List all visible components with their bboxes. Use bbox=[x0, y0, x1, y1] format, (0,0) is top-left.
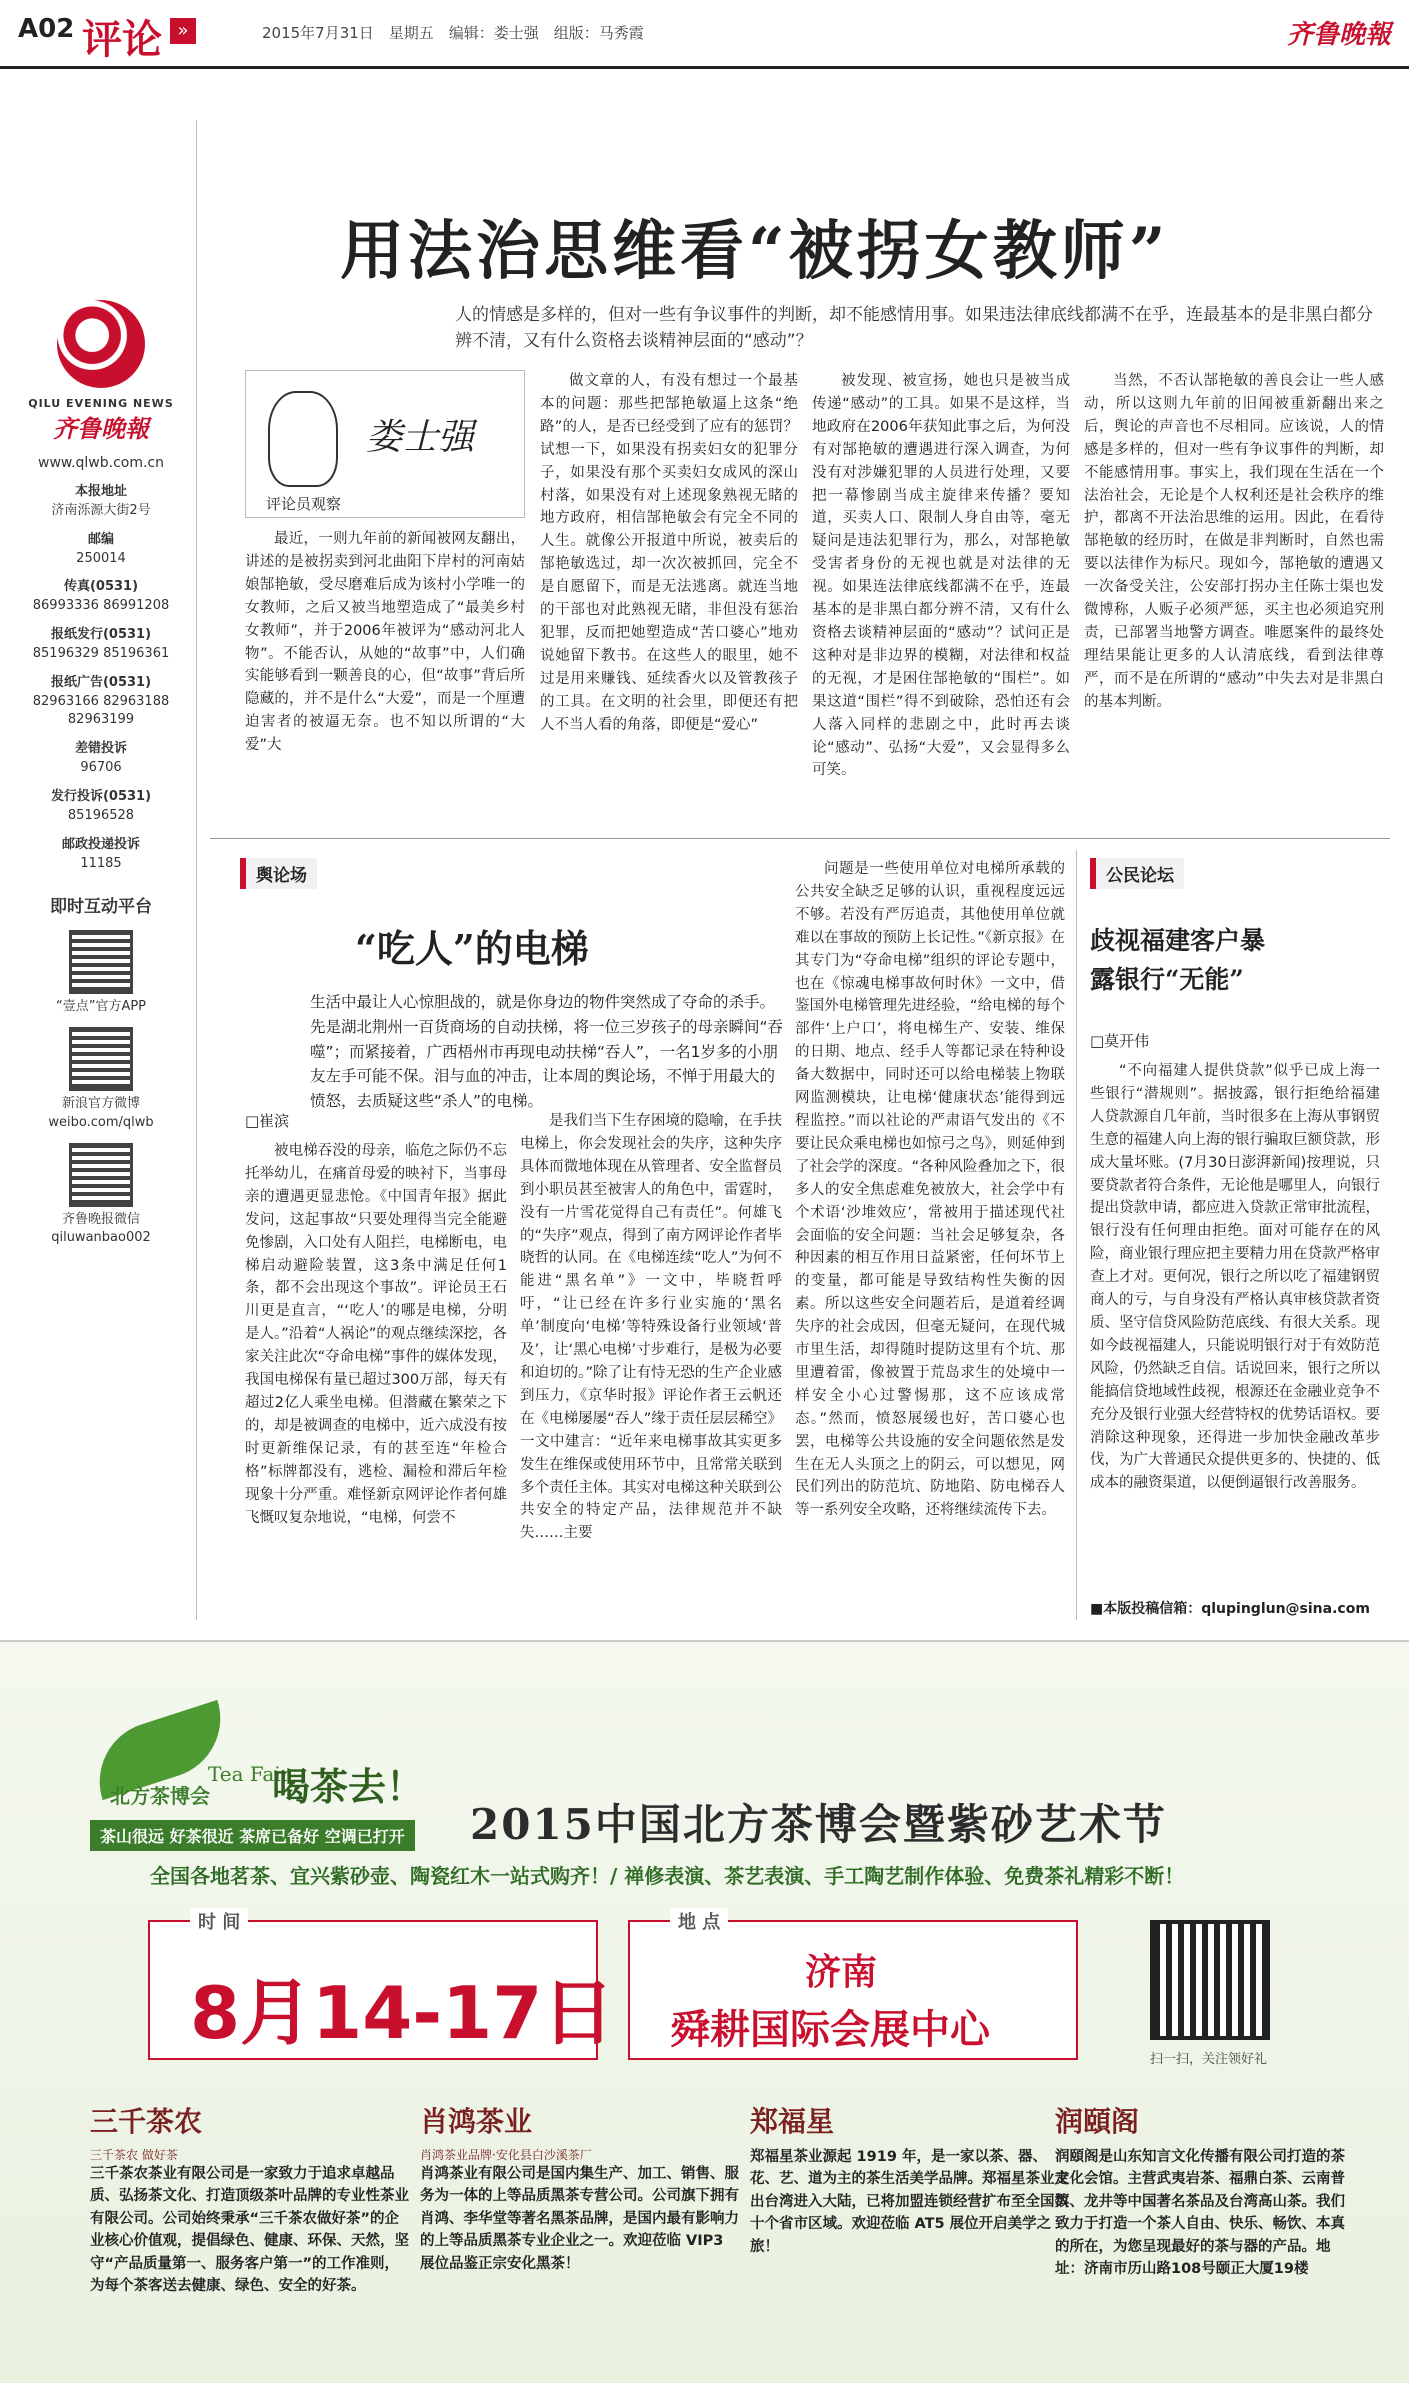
newspaper-emblem-icon bbox=[57, 300, 145, 388]
weibo-qr-code-icon[interactable] bbox=[69, 1027, 133, 1091]
column-divider bbox=[1076, 850, 1077, 1620]
ad-fair-chinese: 北方茶博会 bbox=[110, 1784, 210, 1808]
vendor-card bbox=[1055, 2100, 1355, 2360]
distribution-complaint-label: 发行投诉(0531) bbox=[50, 789, 152, 804]
columnist-box bbox=[245, 370, 525, 518]
app-qr-code-icon[interactable] bbox=[69, 930, 133, 994]
section-tag-forum: 舆论场 bbox=[240, 858, 317, 889]
section-arrow-icon: » bbox=[170, 18, 196, 44]
article3-byline: □莫开伟 bbox=[1090, 1032, 1150, 1050]
ad-venue: 舜耕国际会展中心 bbox=[670, 2007, 990, 2053]
sidebar-english-name: QILU EVENING NEWS bbox=[28, 397, 174, 410]
zip-value: 250014 bbox=[76, 550, 126, 566]
columnist-role: 评论员观察 bbox=[266, 495, 342, 513]
article2-column-3: 问题是一些使用单位对电梯所承载的公共安全缺乏足够的认识，重视程度远远不够。若没有严厉追责，其他使用单位就难以在事故的预防上长记性。”《新京报》在其专门为“夺命电梯”组织的评论专题中，也在《惊魂电梯事故何时休》一文中，借鉴国外电梯管理先进经验，“给电梯的每个部件‘上户口’，将电梯生产、安装、维保的日期、地点、经手人等都记录在特种设备大数据中，同时还可以给电梯装上物联网监测模块，让电梯‘健康状态’能得到远程监控。”而以社论的严肃语气发出的《不要让民众乘电梯也如惊弓之鸟》，则延伸到了社会学的深度。“各种风险叠加之下，很多人的安全焦虑难免被放大，社会学中有个术语‘沙堆效应’，常被用于描述现代社会面临的安全问题：当社会足够复杂，各种因素的相互作用日益紧密，任何坏节上的变量，都可能是导致结构性失衡的因素。所以这些安全问题若后，是道着经调失序的社会成因，但毫无疑问，在现代城市里生活，却得随时提防这里有个坑、那里遭着雷，像被置于荒岛求生的处境中一样安全小心过警惕那，这不应该成常态。”然而，愤怒展缓也好，苦口婆心也罢，电梯等公共设施的安全问题依然是发生在无人头顶之上的阴云，可以想见，网民们列出的防范坑、防地陷、防电梯吞人等一系列安全攻略，还将继续流传下去。 bbox=[795, 861, 1065, 1519]
section-title: 评论 bbox=[82, 17, 162, 63]
vendor-description: 润頤阁是山东知言文化传播有限公司打造的茶文化会馆。主营武夷岩茶、福鼎白茶、云南普洱、龙井等中国著名茶品及台湾高山茶。我们致力于打造一个茶人自由、快乐、畅饮、本真的所在，为您呈现最好的茶与器的产品。地址：济南市历山路108号颐正大厦19楼 bbox=[1055, 2149, 1345, 2278]
app-qr-caption: “壹点”官方APP bbox=[55, 999, 147, 1015]
vendor-description: 三千茶农茶业有限公司是一家致力于追求卓越品质、弘扬茶文化、打造顶级茶叶品牌的专业性茶业有限公司。公司始终秉承“三千茶农做好茶”的企业核心价值观，提倡绿色、健康、环保、天然，坚守“产品质量第一、服务客户第一”的工作准则，为每个茶客送去健康、绿色、安全的好茶。 bbox=[90, 2166, 409, 2295]
article1-column-2: 做文章的人，有没有想过一个最基本的问题：那些把郜艳敏逼上这条“绝路”的人，是否已经受到了应有的惩罚？试想一下，如果没有拐卖妇女的犯罪分子，如果没有那个买卖妇女成风的深山村落，如果没有对上述现象熟视无睹的地方政府，相信郜艳敏会有完全不同的人生。就像公开报道中所说，被卖后的郜艳敏选过，却一次次被抓回，完全不是自愿留下，而是无法逃离。就连当地的干部也对此熟视无睹，非但没有惩治犯罪，反而把她塑造成“苦口婆心”地劝说她留下教书。在这些人的眼里，她不过是用来赚钱、延续香火以及管教孩子的工具。在文明的社会里，即便还有把人不当人看的角落，即便是“爱心” bbox=[540, 373, 798, 733]
zip-label: 邮编 bbox=[87, 531, 114, 547]
columnist-portrait-icon bbox=[268, 391, 338, 487]
postal-complaint-label: 邮政投递投诉 bbox=[61, 836, 140, 852]
distribution-complaint-value: 85196528 bbox=[67, 807, 135, 823]
article2-column-1: 被电梯吞没的母亲，临危之际仍不忘托举幼儿，在痛首母爱的映衬下，当事母亲的遭遇更显悲怆。《中国青年报》据此发问，这起事故“只要处理得当完全能避免惨剧，入口处有人阻拦，电梯断电，电梯启动避险装置，这3条中满足任何1条，都不会出现这个事故”。评论员王石川更是直言，“‘吃人’的哪是电梯，分明是人。”沿着“人祸论”的观点继续深挖，各家关注此次“夺命电梯”事件的媒体发现，我国电梯保有量已超过300万部，每天有超过2亿人乘坐电梯。但潜藏在繁荣之下的，却是被调查的电梯中，近六成没有按时更新维保记录，有的甚至连“年检合格”标牌都没有，逃检、漏检和滞后年检现象十分严重。难怪新京网评论作者何雄飞慨叹复杂地说，“电梯，何尝不 bbox=[245, 1143, 507, 1526]
address-value: 济南泺源大街2号 bbox=[51, 502, 151, 518]
vendor-logo: 肖鸿茶业 bbox=[420, 2105, 533, 2138]
ad-time-label: 时 间 bbox=[190, 1908, 248, 1934]
interactive-platform-title: 即时互动平台 bbox=[50, 897, 152, 918]
ad-qr-code-icon[interactable] bbox=[1150, 1920, 1270, 2040]
section-tag-citizen-forum: 公民论坛 bbox=[1090, 858, 1184, 889]
wechat-qr-code-icon[interactable] bbox=[69, 1143, 133, 1207]
article1-column-4: 当然，不否认郜艳敏的善良会让一些人感动，所以这则九年前的旧闻被重新翻出来之后，舆论的声音也不尽相同。应该说，人的情感是多样的，但对一些有争议事件的判断，却不能感情用事。事实上，我们现在生活在一个法治社会，无论是个人权利还是社会秩序的维护，都离不开法治思维的运用。因此，在看待郜艳敏的经历时，在做是非判断时，自然也需要以法律作为标尺。现如今，郜艳敏的遭遇又一次备受关注，公安部打拐办主任陈士渠也发微博称，人贩子必须严惩，买主也必须追究刑责，已部署当地警方调查。唯愿案件的最终处理结果能让更多的人认清底线，看到法律尊严，而不是在所谓的“感动”中失去对是非黑白的基本判断。 bbox=[1084, 373, 1384, 710]
ad-call-to-action: 喝茶去！ bbox=[272, 1764, 425, 1809]
article-subhead: 人的情感是多样的，但对一些有争议事件的判断，却不能感情用事。如果违法律底线都满不在乎，连最基本的是非黑白都分辨不清，又有什么资格去谈精神层面的“感动”？ bbox=[455, 305, 1373, 352]
header-rule bbox=[0, 66, 1409, 69]
complaint-label: 差错投诉 bbox=[74, 741, 127, 757]
ad-scan-caption: 扫一扫，关注领好礼 bbox=[1150, 2052, 1268, 2067]
article2-headline: “吃人”的电梯 bbox=[355, 926, 589, 971]
complaint-value: 96706 bbox=[80, 760, 122, 776]
fax-label: 传真(0531) bbox=[63, 579, 139, 595]
vendor-logo: 润頤阁 bbox=[1055, 2105, 1140, 2138]
vendor-card bbox=[90, 2100, 410, 2360]
masthead-logo: 齐鲁晚報 bbox=[1286, 20, 1391, 50]
postal-complaint-value: 11185 bbox=[80, 855, 122, 871]
vendor-logo: 郑福星 bbox=[750, 2105, 835, 2138]
vendor-description: 肖鸿茶业有限公司是国内集生产、加工、销售、服务为一体的上等品质黑茶专营公司。公司旗下拥有肖鸿、李华堂等著名黑茶品牌，是国内最有影响力的上等品质黑茶专业企业之一。欢迎莅临 VIP3 展位品鉴正宗安化黑茶！ bbox=[420, 2166, 739, 2272]
ad-city: 济南 bbox=[805, 1952, 878, 1993]
vendor-card bbox=[750, 2100, 1070, 2360]
ad-place-label: 地 点 bbox=[670, 1908, 728, 1934]
subscription-value: 85196329 85196361 bbox=[32, 645, 170, 661]
section-divider bbox=[210, 838, 1390, 839]
article-headline: 用法治思维看“被拐女教师” bbox=[340, 214, 1170, 289]
vendor-description: 郑福星茶业源起 1919 年，是一家以茶、器、花、艺、道为主的茶生活美学品牌。郑福星茶业走出台湾进入大陆，已将加盟连锁经营扩布至全国数十个省市区域。欢迎莅临 AT5 展位开启美学之旅！ bbox=[750, 2149, 1069, 2255]
vendor-tagline: 三千茶农 做好茶 bbox=[90, 2148, 178, 2162]
article3-headline: 歧视福建客户暴露银行“无能” bbox=[1090, 926, 1266, 994]
ad-fair-english: Tea Fair bbox=[208, 1762, 291, 1786]
fax-value: 86993336 86991208 bbox=[32, 598, 170, 614]
sidebar bbox=[18, 140, 184, 1248]
subscription-label: 报纸发行(0531) bbox=[50, 627, 152, 643]
ad-highlights: 全国各地茗茶、宜兴紫砂壶、陶瓷红木一站式购齐！/ 禅修表演、茶艺表演、手工陶艺制作体验、免费茶礼精彩不断！ bbox=[150, 1864, 1185, 1888]
ads-label: 报纸广告(0531) bbox=[50, 674, 152, 690]
columnist-signature: 娄士强 bbox=[366, 417, 475, 458]
article1-column-3: 被发现、被宣扬，她也只是被当成传递“感动”的工具。如果不是这样，当地政府在2006年获知此事之后，为何没有对郜艳敏的遭遇进行深入调查，为何没有对涉嫌犯罪的人员进行处理，又要把一幕惨剧当成主旋律来传播？要知道，买卖人口、限制人身自由等，毫无疑问是违法犯罪行为，那么，对郜艳敏受害者身份的无视也就是对法律的无视。如果连法律底线都满不在乎，连最基本的是非黑白都分辨不清，又有什么资格去谈精神层面的“感动”？试问正是这种对是非边界的模糊，对法律和权益的无视，才是困住郜艳敏的“围栏”。如果这道“围栏”得不到破除，恐怕还有会人落入同样的悲剧之中，此时再去谈论“感动”、弘扬“大爱”，又会显得多么可笑。 bbox=[812, 373, 1070, 779]
article3-body: “不向福建人提供贷款”似乎已成上海一些银行“潜规则”。据披露，银行拒绝给福建人贷款源自几年前，当时很多在上海从事钢贸生意的福建人向上海的银行骗取巨额贷款，形成大量坏账。(7月30日澎湃新闻)按理说，只要贷款者符合条件，无论他是哪里人，向银行提出贷款申请，都应进入贷款正常审批流程，银行没有任何理由拒绝。面对可能存在的风险，商业银行理应把主要精力用在贷款严格审查上才对。更何况，银行之所以吃了福建钢贸商人的亏，与自身没有严格认真审核贷款者资质、坚守信贷风险防范底线、有很大关系。现如今歧视福建人，只能说明银行对于有效防范风险，仍然缺乏自信。话说回来，银行之所以能搞信贷地域性歧视，根源还在金融业竞争不充分及银行业强大经营特权的优势话语权。要消除这种现象，还得进一步加快金融改革步伐，为广大普通民众提供更多的、快捷的、低成本的融资渠道，以便倒逼银行改善服务。 bbox=[1090, 1063, 1380, 1492]
page-number: A02 bbox=[18, 14, 75, 44]
weibo-qr-caption: 新浪官方微博 weibo.com/qlwb bbox=[48, 1095, 154, 1130]
ads-value: 82963166 82963188 82963199 bbox=[32, 693, 170, 728]
article1-column-1: 最近，一则九年前的新闻被网友翻出，讲述的是被拐卖到河北曲阳下岸村的河南姑娘郜艳敏，受尽磨难后成为该村小学唯一的女教师，之后又被当地塑造成了“最美乡村女教师”，并于2006年被评为“感动河北人物”。不能否认，从她的“故事”中，人们确实能够看到一颗善良的心，但“故事”背后所隐藏的，并不是什么“大爱”，而是一个厘遭迫害者的被逼无奈。也不知以所谓的“大爱”大 bbox=[245, 531, 525, 754]
sidebar-divider bbox=[196, 120, 197, 1620]
article2-byline: □崔滨 bbox=[245, 1112, 290, 1130]
submission-email[interactable]: ■本版投稿信箱：qlupinglun@sina.com bbox=[1090, 1601, 1370, 1617]
article2-lead: 生活中最让人心惊胆战的，就是你身边的物件突然成了夺命的杀手。先是湖北荆州一百货商场的自动扶梯，将一位三岁孩子的母亲瞬间“吞噬”；而紧接着，广西梧州市再现电动扶梯“吞人”，一名1岁多的小朋友左手可能不保。泪与血的冲击，让本周的舆论场，不惮于用最大的愤怒，去质疑这些“杀人”的电梯。 bbox=[310, 993, 784, 1111]
article2-column-2: 是我们当下生存困境的隐喻，在手扶电梯上，你会发现社会的失序，这种失序具体而微地体现在从管理者、安全监督员到小职员甚至被害人的角色中，雷霆时，没有一片雪花觉得自己有责任”。何雄飞的“失序”观点，得到了南方网评论作者毕晓哲的认同。在《电梯连续“吃人”为何不能进“黑名单”》一文中，毕晓哲呼吁，“让已经在许多行业实施的‘黑名单’制度向‘电梯’等特殊设备行业领域‘普及’，让‘黑心电梯’寸步难行，是极为必要和迫切的。”除了让有恃无恐的生产企业感到压力，《京华时报》评论作者王云帆还在《电梯屡屡“吞人”缘于责任层层稀空》一文中建言：“近年来电梯事故其实更多发生在维保或使用环节中，且常常关联到多个责任主体。其实对电梯这种关联到公共安全的特定产品，法律规范并不缺失……主要 bbox=[520, 1113, 782, 1542]
ad-date: 8月14-17日 bbox=[190, 1971, 615, 2055]
ad-slogan: 茶山很远 好茶很近 茶席已备好 空调已打开 bbox=[90, 1820, 415, 1851]
wechat-qr-caption: 齐鲁晚报微信 qiluwanbao002 bbox=[51, 1211, 151, 1246]
vendor-tagline: 肖鸿茶业品牌·安化县白沙溪茶厂 bbox=[420, 2148, 592, 2162]
ad-event-title: 2015中国北方茶博会暨紫砂艺术节 bbox=[470, 1800, 1167, 1849]
vendor-logo: 三千茶农 bbox=[90, 2105, 203, 2138]
vendor-card bbox=[420, 2100, 740, 2360]
issue-meta: 2015年7月31日 星期五 编辑：娄士强 组版：马秀霞 bbox=[262, 24, 644, 42]
sidebar-website[interactable]: www.qlwb.com.cn bbox=[38, 454, 164, 471]
address-label: 本报地址 bbox=[74, 484, 127, 500]
sidebar-chinese-name: 齐鲁晚報 bbox=[53, 413, 149, 443]
